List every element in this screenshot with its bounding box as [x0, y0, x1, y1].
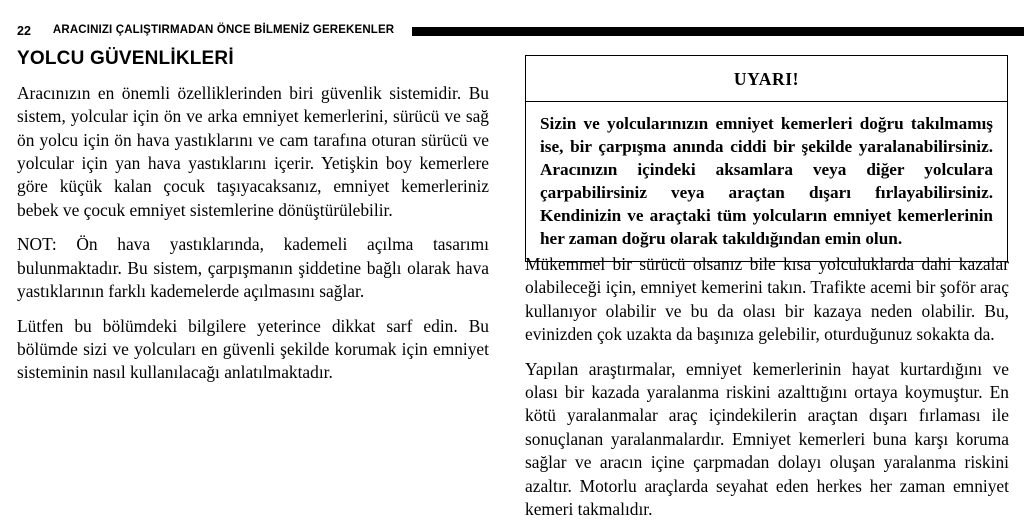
- chapter-title: ARACINIZI ÇALIŞTIRMADAN ÖNCE BİLMENİZ GEREKENLER: [52, 24, 395, 37]
- running-header: [0, 22, 1024, 40]
- warning-text: Sizin ve yolcularınızın emniyet kemerleri doğru takılmamış ise, bir çarpışma anında ciddi bir şekilde yaralanabilirsiniz. Aracınızın içindeki aksamlara veya diğer yolculara çarpabilirsiniz veya araçtan dışarı fırlayabilirsiniz. Kendinizin ve araçtaki tüm yolcuların emniyet kemerlerinin her zaman doğru olarak takıldığından emin olun.: [540, 114, 993, 248]
- body-columns: [0, 48, 1024, 520]
- paragraph: Aracınızın en önemli özelliklerinden biri güvenlik sistemidir. Bu sistem, yolcular için ön ve arka emniyet kemerlerini, sürücü ve sağ ön yolcu için ön hava yastıklarını ve cam tarafına oturan sürücü ve yolcular için yan hava yastıklarını içerir. Yetişkin boy kemerlere göre küçük kalan çocuk taşıyacaksanız, emniyet kemerleriniz bebek ve çocuk emniyet sistemlerine dönüştürülebilir.: [17, 82, 489, 220]
- paragraph: Yapılan araştırmalar, emniyet kemerlerinin hayat kurtardığını ve olası bir kazada yaralanma riskini azalttığını ortaya koymuştur. En kötü yaralanmalar araç içindekilerin araçtan dışarı fırlaması ile sonuçlanan yaralanmalardır. Emniyet kemerleri buna karşı koruma sağlar ve aracın içine çarpmadan dolayı oluşan yaralanma riskini azaltır. Motorlu araçlarda seyahat eden herkes her zaman emniyet kemeri takmalıdır.: [525, 358, 1009, 520]
- right-column: [525, 253, 1009, 521]
- paragraph: Mükemmel bir sürücü olsanız bile kısa yolculuklarda dahi kazalar olabileceği için, emniyet kemerini takın. Trafikte acemi bir şoför araç kullanıyor olabilir ve bu da olası bir kazaya neden olabilir. Bu, evinizden çok uzakta da başınıza gelebilir, oturduğunuz sokakta da.: [525, 254, 1009, 345]
- header-rule: [412, 27, 1024, 36]
- paragraph: Lütfen bu bölümdeki bilgilere yeterince dikkat sarf edin. Bu bölümde sizi ve yolcuları en güvenli şekilde korumak için emniyet sisteminin nasıl kullanılacağı anlatılmaktadır.: [17, 315, 489, 383]
- warning-heading: UYARI!: [526, 56, 1007, 102]
- warning-box: [525, 55, 1008, 262]
- paragraph-note: NOT: Ön hava yastıklarında, kademeli açılma tasarımı bulunmaktadır. Bu sistem, çarpışmanın şiddetine bağlı olarak hava yastıklarının farklı kademelerde açılmasını sağlar.: [17, 234, 489, 302]
- section-heading: YOLCU GÜVENLİKLERİ: [17, 48, 234, 69]
- warning-body: [526, 102, 1007, 260]
- page-number: 22: [17, 23, 31, 38]
- left-column: [17, 48, 489, 385]
